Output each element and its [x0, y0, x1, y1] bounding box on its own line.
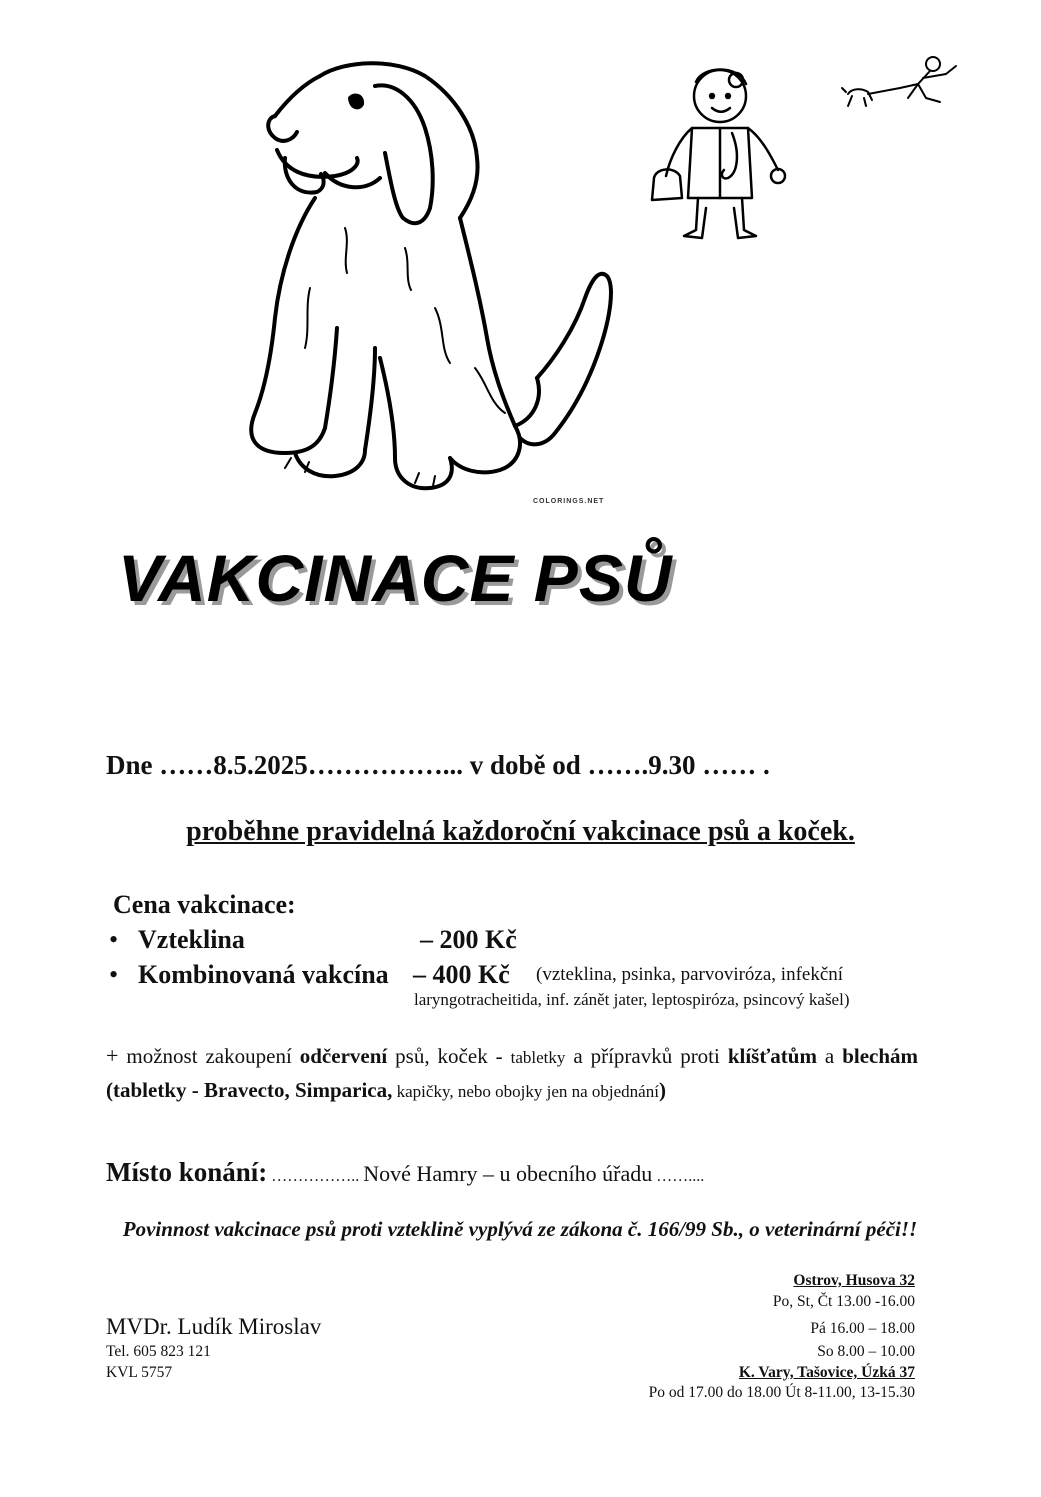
office-hours: Po, St, Čt 13.00 -16.00	[772, 1293, 915, 1310]
date-time-line: Dne ……8.5.2025……………... v době od …….9.30 …… .	[106, 750, 770, 780]
office-hours: Po od 17.00 do 18.00 Út 8-11.00, 13-15.30	[648, 1384, 915, 1401]
plus-icon: +	[106, 1043, 119, 1068]
location-dots: ……....	[652, 1168, 705, 1185]
bullet-icon: •	[109, 925, 119, 954]
location-line	[106, 1157, 704, 1188]
extra-text: a přípravků proti	[565, 1044, 728, 1068]
extra-text: klíšťatům	[727, 1044, 817, 1068]
price-item-name: Vzteklina	[138, 925, 245, 954]
price-item-note: (vzteklina, psinka, parvoviróza, infekční	[536, 964, 844, 985]
dog-walker-illustration	[838, 52, 963, 112]
office-hours: Pá 16.00 – 18.00	[810, 1320, 915, 1337]
extra-text: )	[658, 1078, 666, 1102]
extra-products-paragraph	[106, 1040, 918, 1108]
location-dots: ……………..	[267, 1168, 364, 1185]
location-label: Místo konání:	[106, 1157, 268, 1187]
price-item-note: laryngotracheitida, inf. zánět jater, leptospiróza, psincový kašel)	[414, 990, 850, 1009]
image-credit: COLORINGS.NET	[533, 498, 605, 505]
location-value: Nové Hamry – u obecního úřadu	[363, 1161, 653, 1186]
extra-text: psů, koček -	[387, 1044, 511, 1068]
price-item-price: – 200 Kč	[420, 925, 517, 954]
page-title: VAKCINACE PSŮ	[118, 541, 673, 615]
extra-text: tabletky	[510, 1048, 566, 1067]
extra-text: možnost zakoupení	[118, 1044, 300, 1068]
office-ostrov-name: Ostrov, Husova 32	[793, 1272, 915, 1289]
veterinarian-illustration	[640, 58, 800, 248]
doctor-phone: Tel. 605 823 121	[106, 1343, 211, 1360]
extra-text: a	[816, 1044, 843, 1068]
price-item-name: Kombinovaná vakcína	[138, 960, 389, 989]
headline: proběhne pravidelná každoroční vakcinace psů a koček.	[186, 816, 855, 847]
extra-text: odčervení	[299, 1044, 388, 1068]
law-notice: Povinnost vakcinace psů proti vzteklině vyplývá ze zákona č. 166/99 Sb., o veterinární péči!!	[122, 1217, 918, 1241]
doctor-kvl: KVL 5757	[106, 1364, 173, 1381]
price-item-price: – 400 Kč	[413, 960, 510, 989]
office-kvary-name: K. Vary, Tašovice, Úzká 37	[738, 1364, 915, 1381]
dog-illustration	[225, 58, 625, 498]
pricing-label: Cena vakcinace:	[113, 890, 296, 919]
extra-text: blechám (tabletky - Bravecto, Simparica,	[106, 1044, 919, 1102]
doctor-name: MVDr. Ludík Miroslav	[106, 1314, 322, 1339]
office-hours: So 8.00 – 10.00	[817, 1343, 915, 1360]
extra-text: kapičky, nebo obojky jen na objednání	[392, 1082, 659, 1101]
bullet-icon: •	[109, 960, 119, 989]
